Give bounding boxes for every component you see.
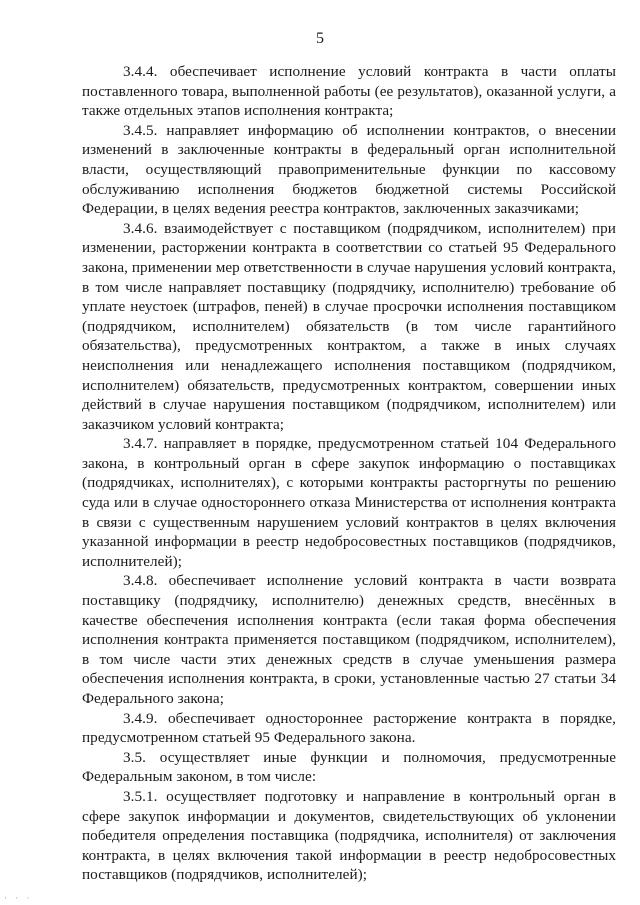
document-body (82, 62, 616, 885)
paragraph-3-4-6: 3.4.6. взаимодействует с поставщиком (подрядчиком, исполнителем) при изменении, расторжении контракта в соответствии со статьей 95 Федерального закона, применении мер ответственности в случае нарушения условий контракта, в том числе направляет поставщику (подрядчику, исполнителю) требование об уплате неустоек (штрафов, пеней) в случае просрочки исполнения поставщиком (подрядчиком, исполнителем) обязательств (в том числе гарантийного обязательства), предусмотренных контрактом, а также в иных случаях неисполнения или ненадлежащего исполнения поставщиком (подрядчиком, исполнителем) обязательств, предусмотренных контрактом, совершении иных действий в случае нарушения поставщиком (подрядчиком, исполнителем) или заказчиком условий контракта; (82, 219, 616, 433)
paragraph-3-4-9: 3.4.9. обеспечивает одностороннее расторжение контракта в порядке, предусмотренном статьей 95 Федерального закона. (82, 709, 616, 747)
paragraph-3-5: 3.5. осуществляет иные функции и полномочия, предусмотренные Федеральным законом, в том числе: (82, 748, 616, 786)
scan-artifact: · · · (4, 893, 33, 903)
paragraph-3-4-5: 3.4.5. направляет информацию об исполнении контрактов, о внесении изменений в заключенные контракты в федеральный орган исполнительной власти, осуществляющий правоприменительные функции по кассовому обслуживанию исполнения бюджетов бюджетной системы Российской Федерации, в целях ведения реестра контрактов, заключенных заказчиками; (82, 121, 616, 218)
paragraph-3-4-8: 3.4.8. обеспечивает исполнение условий контракта в части возврата поставщику (подрядчику, исполнителю) денежных средств, внесённых в качестве обеспечения исполнения контракта (если такая форма обеспечения исполнения контракта применяется поставщиком (подрядчиком, исполнителем), в том числе части этих денежных средств в случае уменьшения размера обеспечения исполнения контракта, в сроки, установленные частью 27 статьи 34 Федерального закона; (82, 572, 616, 707)
paragraph-3-4-4: 3.4.4. обеспечивает исполнение условий контракта в части оплаты поставленного товара, выполненной работы (ее результатов), оказанной услуги, а также отдельных этапов исполнения контракта; (82, 63, 616, 120)
page-number: 5 (316, 30, 324, 47)
paragraph-3-4-7: 3.4.7. направляет в порядке, предусмотренном статьей 104 Федерального закона, в контрольный орган в сфере закупок информацию о поставщиках (подрядчиках, исполнителях), с которыми контракты расторгнуты по решению суда или в случае одностороннего отказа Министерства от исполнения контракта в связи с существенным нарушением условий контрактов в целях включения указанной информации в реестр недобросовестных поставщиков (подрядчиков, исполнителей); (82, 435, 616, 570)
paragraph-3-5-1: 3.5.1. осуществляет подготовку и направление в контрольный орган в сфере закупок информации и документов, свидетельствующих об уклонении победителя определения поставщика (подрядчика, исполнителя) от заключения контракта, в целях включения такой информации в реестр недобросовестных поставщиков (подрядчиков, исполнителей); (82, 787, 616, 884)
